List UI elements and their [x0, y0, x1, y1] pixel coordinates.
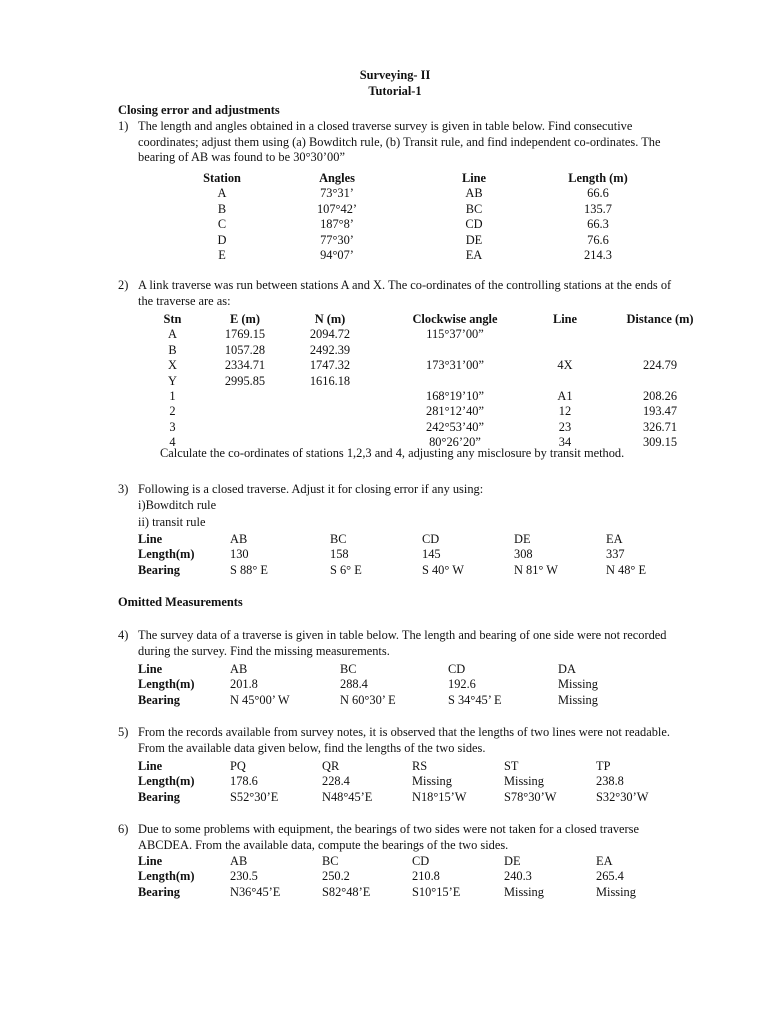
row-label: Line: [138, 854, 163, 868]
table-row: [138, 662, 668, 677]
row-label: Line: [138, 532, 163, 546]
table-cell: 173°31’00”: [426, 358, 484, 373]
traverse-table-q3: [138, 532, 698, 578]
question-number: 6): [118, 822, 129, 836]
table-cell: Missing: [504, 774, 544, 789]
table-row: [150, 404, 735, 419]
table-cell: 2: [169, 404, 176, 419]
table-cell: QR: [322, 759, 340, 773]
table-cell: B: [217, 201, 227, 216]
table-row: [190, 217, 668, 232]
table-cell: 210.8: [412, 869, 440, 884]
table-row: [150, 343, 735, 358]
question-number: 3): [118, 482, 129, 496]
table-row: [138, 869, 686, 884]
table-cell: 2492.39: [309, 342, 351, 357]
table-row: [138, 532, 698, 547]
table-cell: [545, 374, 585, 389]
table-header: Length (m): [568, 171, 628, 185]
table-cell: B: [168, 342, 177, 357]
table-cell: 80°26’20”: [429, 435, 481, 450]
table-cell: EA: [465, 248, 483, 263]
traverse-table-q4: [138, 662, 668, 708]
table-cell: Y: [168, 373, 177, 388]
table-cell: 326.71: [642, 419, 678, 434]
table-row: [138, 759, 686, 774]
table-header: Stn: [163, 312, 182, 326]
table-cell: C: [217, 217, 227, 232]
table-cell: N18°15’W: [412, 789, 467, 804]
table-cell: [195, 404, 295, 419]
table-cell: 214.3: [584, 248, 612, 263]
row-label: Length(m): [138, 774, 195, 789]
traverse-table-q1: [190, 171, 668, 263]
table-cell: Missing: [596, 884, 636, 899]
row-label: Line: [138, 759, 163, 773]
table-cell: CD: [422, 532, 440, 546]
row-label: Length(m): [138, 869, 195, 884]
table-cell: [295, 389, 365, 404]
table-cell: 2334.71: [224, 358, 266, 373]
table-cell: CD: [465, 217, 483, 232]
table-cell: 158: [330, 547, 349, 562]
question-text: Following is a closed traverse. Adjust it for closing error if any using:: [138, 482, 484, 496]
table-cell: A: [168, 327, 177, 342]
table-cell: A: [217, 186, 227, 201]
question-text: From the records available from survey notes, it is observed that the lengths of two lines were not readable. From the available data given below, find the lengths of the two sides.: [138, 725, 670, 755]
question-number: 4): [118, 628, 129, 642]
question-5: [118, 725, 678, 756]
table-cell: N 48° E: [606, 562, 647, 577]
table-cell: S52°30’E: [230, 789, 279, 804]
option-transit: ii) transit rule: [138, 515, 206, 529]
table-cell: 76.6: [587, 232, 609, 247]
table-cell: 2094.72: [309, 327, 351, 342]
table-row: [138, 547, 698, 562]
table-cell: 66.6: [587, 186, 609, 201]
table-cell: 4: [169, 435, 176, 450]
question-2: [118, 278, 678, 309]
table-cell: 3: [169, 419, 176, 434]
row-label: Bearing: [138, 692, 180, 707]
table-header: Distance (m): [626, 312, 694, 326]
table-cell: DA: [558, 662, 576, 676]
table-row: [150, 420, 735, 435]
table-cell: [195, 420, 295, 435]
table-cell: [585, 327, 735, 342]
table-cell: AB: [230, 532, 248, 546]
table-cell: ST: [504, 759, 519, 773]
row-label: Line: [138, 662, 163, 676]
table-cell: 240.3: [504, 869, 532, 884]
question-text: The length and angles obtained in a closed traverse survey is given in table below. Find consecutive coordinates; adjust them using (a) Bowditch rule, (b) Transit rule, and find independent co-ordinates. The bearing of AB was found to be 30°30’00”: [138, 119, 661, 165]
table-cell: TP: [596, 759, 611, 773]
row-label: Length(m): [138, 677, 195, 692]
question-4: [118, 628, 678, 659]
table-cell: N 45°00’ W: [230, 692, 290, 707]
table-cell: RS: [412, 759, 428, 773]
table-cell: E: [218, 248, 226, 263]
table-cell: DE: [514, 532, 531, 546]
question-1: [118, 119, 678, 166]
traverse-table-q5: [138, 759, 686, 805]
table-cell: CD: [412, 854, 430, 868]
table-cell: 1: [169, 389, 176, 404]
table-cell: S 34°45’ E: [448, 692, 502, 707]
table-cell: S 88° E: [230, 562, 269, 577]
table-cell: 1747.32: [309, 358, 351, 373]
table-cell: 265.4: [596, 869, 624, 884]
table-cell: BC: [330, 532, 347, 546]
table-cell: S82°48’E: [322, 884, 371, 899]
table-cell: 115°37’00”: [426, 327, 484, 342]
table-cell: S 40° W: [422, 562, 464, 577]
question-3: [118, 482, 678, 498]
table-cell: 107°42’: [316, 201, 358, 216]
table-cell: 201.8: [230, 677, 258, 692]
table-cell: 1057.28: [224, 342, 266, 357]
table-header: Station: [203, 171, 241, 185]
question-number: 1): [118, 119, 129, 133]
table-header: Line: [552, 312, 578, 326]
table-cell: BC: [340, 662, 357, 676]
table-cell: D: [217, 232, 227, 247]
question-text: The survey data of a traverse is given in table below. The length and bearing of one side were not recorded during the survey. Find the missing measurements.: [138, 628, 667, 658]
row-label: Bearing: [138, 562, 180, 577]
table-cell: 288.4: [340, 677, 368, 692]
table-cell: S 6° E: [330, 562, 362, 577]
table-cell: 224.79: [642, 358, 678, 373]
table-cell: [365, 374, 545, 389]
table-cell: 309.15: [642, 435, 678, 450]
table-header: Clockwise angle: [412, 312, 498, 326]
table-cell: A1: [557, 389, 573, 404]
table-cell: X: [168, 358, 177, 373]
table-cell: 193.47: [642, 404, 678, 419]
question-text: A link traverse was run between stations A and X. The co-ordinates of the controlling stations at the ends of the traverse are as:: [138, 278, 672, 308]
table-cell: [295, 420, 365, 435]
table-cell: S78°30’W: [504, 789, 557, 804]
table-cell: 66.3: [587, 217, 609, 232]
table-cell: 73°31’: [320, 186, 354, 201]
table-cell: 178.6: [230, 774, 258, 789]
table-cell: CD: [448, 662, 466, 676]
table-row: [138, 563, 698, 578]
table-row: [190, 202, 668, 217]
table-header: N (m): [314, 312, 346, 326]
table-header: Line: [461, 171, 487, 185]
table-cell: 77°30’: [320, 232, 354, 247]
traverse-table-q6: [138, 854, 686, 900]
table-row: [150, 327, 735, 342]
row-label: Length(m): [138, 547, 195, 562]
table-cell: 4X: [557, 358, 573, 373]
table-cell: 135.7: [584, 201, 612, 216]
table-cell: [585, 374, 735, 389]
table-cell: 12: [558, 404, 572, 419]
table-cell: Missing: [504, 884, 544, 899]
table-row: [138, 774, 686, 789]
table-row: [138, 885, 686, 900]
link-traverse-table-q2: [150, 312, 735, 451]
table-cell: Missing: [412, 774, 452, 789]
table-row: [190, 233, 668, 248]
row-label: Bearing: [138, 789, 180, 804]
table-cell: 250.2: [322, 869, 350, 884]
table-cell: 281°12’40”: [426, 404, 484, 419]
table-cell: DE: [465, 232, 483, 247]
question-2-instruction: Calculate the co-ordinates of stations 1,2,3 and 4, adjusting any misclosure by transit method.: [160, 446, 625, 460]
question-text: Due to some problems with equipment, the bearings of two sides were not taken for a closed traverse ABCDEA. From the available data, compute the bearings of the two sides.: [138, 822, 639, 852]
table-cell: N48°45’E: [322, 789, 373, 804]
table-cell: 130: [230, 547, 249, 562]
table-cell: 2995.85: [224, 373, 266, 388]
table-cell: 1616.18: [309, 373, 351, 388]
table-cell: 168°19’10”: [426, 389, 484, 404]
table-cell: [585, 343, 735, 358]
table-row: [138, 854, 686, 869]
table-header: Angles: [319, 171, 355, 185]
table-cell: S32°30’W: [596, 789, 649, 804]
table-cell: N 81° W: [514, 562, 558, 577]
table-cell: [545, 343, 585, 358]
table-cell: PQ: [230, 759, 246, 773]
table-cell: 145: [422, 547, 441, 562]
table-cell: [365, 343, 545, 358]
table-cell: 192.6: [448, 677, 476, 692]
question-number: 2): [118, 278, 129, 292]
table-cell: 308: [514, 547, 533, 562]
section-heading-closing-error: Closing error and adjustments: [118, 103, 280, 117]
table-row: [138, 693, 668, 708]
table-cell: S10°15’E: [412, 884, 461, 899]
table-cell: [195, 389, 295, 404]
question-number: 5): [118, 725, 129, 739]
table-cell: 238.8: [596, 774, 624, 789]
table-cell: 208.26: [642, 389, 678, 404]
table-row: [190, 186, 668, 201]
table-cell: BC: [465, 201, 483, 216]
table-row: [138, 677, 668, 692]
table-cell: DE: [504, 854, 521, 868]
table-cell: 242°53’40”: [426, 419, 484, 434]
table-cell: AB: [230, 662, 248, 676]
table-row: [190, 248, 668, 263]
table-cell: EA: [596, 854, 613, 868]
table-cell: EA: [606, 532, 623, 546]
section-heading-omitted: Omitted Measurements: [118, 595, 243, 609]
table-cell: AB: [230, 854, 248, 868]
table-cell: 34: [558, 435, 572, 450]
table-cell: 23: [558, 419, 572, 434]
document-title: Surveying- II: [359, 68, 431, 82]
table-cell: 187°8’: [320, 217, 354, 232]
table-cell: 337: [606, 547, 625, 562]
table-row: [138, 790, 686, 805]
question-6: [118, 822, 678, 853]
table-cell: [545, 327, 585, 342]
table-cell: [295, 404, 365, 419]
table-cell: BC: [322, 854, 339, 868]
table-cell: AB: [465, 186, 483, 201]
table-cell: Missing: [558, 677, 598, 692]
option-bowditch: i)Bowditch rule: [138, 498, 217, 512]
table-cell: N 60°30’ E: [340, 692, 396, 707]
table-cell: 228.4: [322, 774, 350, 789]
table-cell: 1769.15: [224, 327, 266, 342]
table-cell: Missing: [558, 692, 598, 707]
table-header: E (m): [230, 312, 260, 326]
table-cell: N36°45’E: [230, 884, 281, 899]
table-cell: 230.5: [230, 869, 258, 884]
table-row: [150, 358, 735, 373]
table-row: [150, 389, 735, 404]
document-subtitle: Tutorial-1: [368, 84, 422, 98]
row-label: Bearing: [138, 884, 180, 899]
table-row: [150, 374, 735, 389]
table-cell: 94°07’: [320, 248, 354, 263]
